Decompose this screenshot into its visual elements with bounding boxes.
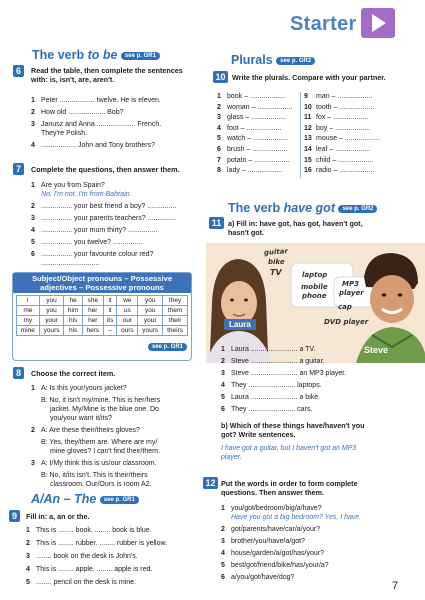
pronoun-title-line: Subject/Object pronouns – Possessive — [31, 274, 173, 283]
item-text: A: I/My think this is us/our classroom. — [41, 460, 157, 467]
exercise-number: 12 — [203, 477, 218, 489]
exercise-lines — [31, 181, 177, 268]
item-text: boy – .................. — [316, 124, 371, 132]
table-cell: her — [82, 316, 103, 326]
item-number: 4 — [31, 142, 35, 149]
item-number: 2 — [221, 358, 225, 365]
grammar-ref-badge[interactable]: see p. GR2 — [276, 57, 315, 65]
item-text: This is ........ book. ........ book is blue. — [36, 527, 152, 534]
table-cell: you — [39, 296, 64, 306]
table-cell: – — [103, 326, 117, 336]
item-number: 14 — [304, 145, 312, 153]
item-text: mouse – .................. — [316, 135, 380, 143]
item-text: B: Yes, they/them are. Where are my/ — [41, 439, 158, 446]
item-text: watch – .................. — [227, 135, 289, 143]
example-answer — [221, 444, 356, 462]
item-number: 6 — [217, 145, 221, 153]
page-number: 7 — [392, 580, 399, 592]
table-cell: her — [82, 306, 103, 316]
exercise-instruction: Write the plurals. Compare with your partner. — [232, 73, 386, 82]
item-number: 1 — [26, 527, 30, 534]
item-number: 9 — [304, 93, 308, 100]
word-guitar: guitar — [263, 247, 289, 257]
table-cell: you — [39, 306, 64, 316]
item-text: This is ........ rubber. ........ rubber is yellow. — [36, 540, 168, 547]
pronoun-title-line: adjectives – Possessive pronouns — [40, 283, 164, 292]
item-number: 4 — [221, 382, 225, 389]
item-number: 3 — [31, 460, 35, 467]
grammar-ref-badge[interactable]: see p. GR1 — [100, 496, 139, 504]
item-number: 2 — [31, 427, 35, 434]
example-answer: No, I'm not. I'm from Bahrain. — [41, 191, 132, 198]
table-cell: it — [103, 306, 117, 316]
item-text: A: Is this your/yours jacket? — [41, 385, 127, 392]
item-text: This is ........ apple. ........ apple is red. — [36, 566, 153, 573]
item-number: 2 — [31, 203, 35, 210]
item-number: 4 — [31, 227, 35, 234]
word-cap: cap — [338, 303, 352, 311]
table-cell: your — [39, 316, 64, 326]
exercise-instruction: Fill in: a, an or the. — [26, 512, 90, 521]
table-cell: you — [138, 306, 163, 316]
item-text: Steve ........................ a guitar. — [231, 358, 325, 365]
table-row — [17, 326, 188, 336]
section-title-plurals — [231, 53, 315, 67]
exercise-lines — [221, 345, 346, 414]
item-text: man – .................. — [316, 93, 373, 100]
item-text: B: No, it isn't my/mine. This is her/hers — [41, 397, 161, 404]
exercise-number: 11 — [209, 217, 224, 229]
pronoun-table — [16, 295, 188, 336]
table-row — [17, 306, 188, 316]
instr-line: Read the table, then complete the sentences — [31, 66, 183, 75]
item-text: A: Are these their/theirs gloves? — [41, 427, 140, 434]
item-number: 6 — [221, 574, 225, 581]
item-text: ................ your parents teachers? ............... — [41, 215, 177, 222]
grammar-ref-badge[interactable]: see p. GR2 — [338, 205, 377, 213]
item-number: 3 — [31, 215, 35, 222]
item-number: 1 — [31, 97, 35, 104]
title-text: A/An – The — [31, 492, 97, 506]
item-text: tooth – .................. — [316, 103, 375, 111]
word-mp3: MP3 — [342, 280, 359, 288]
item-text: ................ your best friend a boy? ............... — [41, 203, 177, 210]
item-number: 5 — [221, 394, 225, 401]
exercise-number: 8 — [13, 367, 24, 379]
section-title-a-an-the — [31, 492, 139, 506]
exercise-instruction — [221, 479, 358, 497]
item-text: book – .................. — [227, 93, 285, 100]
section-title-have-got — [228, 201, 377, 215]
item-number: 5 — [31, 239, 35, 246]
table-cell: they — [163, 296, 188, 306]
item-text: brother/you/have/a/got? — [231, 538, 305, 545]
plurals-left-column — [217, 92, 292, 177]
page-title: Starter — [290, 13, 357, 35]
item-text: leaf – .................. — [316, 145, 371, 153]
item-text: Steve ........................ an MP3 player. — [231, 370, 347, 377]
item-text: ................ your mum thirty? ............... — [41, 227, 158, 234]
item-number: 6 — [221, 406, 225, 413]
item-text: fox – .................. — [316, 114, 369, 122]
title-italic: to be — [87, 48, 118, 62]
word-mobile: mobile — [301, 283, 328, 291]
item-text: ................ your favourite colour red? — [41, 251, 154, 258]
item-text: B: No, it/its isn't. This is their/theirs — [41, 472, 148, 479]
title-text: The verb — [32, 48, 88, 62]
item-number: 2 — [217, 103, 221, 111]
play-icon — [361, 8, 395, 38]
exercise-lines — [31, 96, 161, 150]
item-number: 11 — [304, 114, 312, 122]
exercise-number: 6 — [13, 65, 24, 77]
word-bike: bike — [268, 258, 285, 266]
item-text: mine gloves? I can't find their/them. — [50, 448, 160, 455]
exercise-instruction — [228, 219, 363, 237]
item-number: 1 — [31, 182, 35, 189]
item-text: glass – .................. — [227, 114, 287, 122]
exercise-instruction — [31, 66, 183, 84]
item-number: 1 — [31, 385, 35, 392]
word-player: player — [339, 289, 364, 297]
item-number: 2 — [26, 540, 30, 547]
item-number: 6 — [31, 251, 35, 258]
name-tag-laura: Laura — [224, 319, 256, 330]
table-cell: mine — [17, 326, 40, 336]
table-cell: hers — [82, 326, 103, 336]
item-text: Peter .................. twelve. He is eleven. — [41, 97, 161, 104]
plurals-right-column — [304, 92, 380, 177]
table-cell: theirs — [163, 326, 188, 336]
item-number: 3 — [221, 538, 225, 545]
item-number: 4 — [217, 124, 221, 132]
item-number: 1 — [221, 505, 225, 512]
table-cell: ours — [117, 326, 138, 336]
table-cell: he — [64, 296, 82, 306]
item-number: 5 — [217, 135, 221, 143]
table-cell: yours — [39, 326, 64, 336]
table-row — [17, 316, 188, 326]
item-number: 1 — [217, 93, 221, 100]
exercise-lines — [26, 526, 167, 587]
item-number: 3 — [26, 553, 30, 560]
word-phone: phone — [302, 292, 327, 300]
title-text: The verb — [228, 201, 284, 215]
item-text: lady – .................. — [227, 167, 283, 175]
example-line: I have got a guitar, but I haven't got an MP3 — [221, 445, 357, 452]
item-number: 7 — [217, 156, 221, 164]
item-text: ........ pencil on the desk is mine. — [36, 579, 136, 586]
table-cell: we — [117, 296, 138, 306]
item-text: jacket. My/Mine is the blue one. Do — [50, 406, 159, 413]
item-text: best/got/friend/bike/has/your/a? — [231, 562, 329, 569]
item-text: They're Polish. — [41, 130, 88, 137]
table-cell: our — [117, 316, 138, 326]
exercise-instruction: Choose the correct item. — [31, 369, 116, 378]
instr-line: hasn't got. — [228, 228, 265, 237]
item-number: 1 — [221, 346, 225, 353]
item-text: They ........................ cars. — [231, 406, 313, 413]
item-number: 12 — [304, 124, 312, 132]
item-number: 4 — [221, 550, 225, 557]
item-number: 2 — [221, 526, 225, 533]
instr-line: got? Write sentences. — [221, 430, 296, 439]
item-number: 5 — [221, 562, 225, 569]
grammar-ref-badge[interactable]: see p. GR1 — [121, 52, 160, 60]
grammar-ref-badge[interactable]: see p. GR1 — [148, 343, 187, 351]
item-number: 3 — [217, 114, 221, 122]
column-divider — [300, 92, 301, 178]
table-cell: us — [117, 306, 138, 316]
instr-line: questions. Then answer them. — [221, 488, 325, 497]
item-text: child – .................. — [316, 156, 374, 164]
example-answer: Have you got a big bedroom? Yes, I have. — [231, 514, 362, 521]
table-cell: their — [163, 316, 188, 326]
item-text: woman – .................. — [227, 103, 293, 111]
table-cell: him — [64, 306, 82, 316]
item-number: 3 — [31, 121, 35, 128]
item-text: Laura ........................ a bike. — [231, 394, 321, 401]
instr-line: with: is, isn't, are, aren't. — [31, 75, 115, 84]
table-cell: its — [103, 316, 117, 326]
exercise-number: 10 — [213, 71, 228, 83]
item-text: Janusz and Anna .................... French. — [41, 121, 162, 128]
table-cell: it — [103, 296, 117, 306]
item-number: 16 — [304, 167, 312, 175]
table-cell: me — [17, 306, 40, 316]
exercise-number: 7 — [13, 163, 24, 175]
instr-line: a) Fill in: have got, has got, haven't got, — [228, 219, 363, 228]
table-cell: your — [138, 316, 163, 326]
item-text: a/you/got/have/dog? — [231, 574, 295, 581]
item-number: 10 — [304, 103, 312, 111]
item-text: ................ you twelve? ............... — [41, 239, 143, 246]
item-number: 8 — [217, 167, 221, 175]
instr-line: b) Which of these things have/haven't you — [221, 421, 365, 430]
title-text: Plurals — [231, 53, 273, 67]
item-text: foot – .................. — [227, 124, 282, 132]
item-text: .................. John and Tony brothers? — [41, 142, 155, 149]
example-line: player. — [221, 454, 242, 461]
pronoun-box-header — [13, 273, 191, 293]
exercise-instruction: Complete the questions, then answer them. — [31, 165, 180, 174]
item-number: 5 — [26, 579, 30, 586]
item-text: radio – .................. — [316, 167, 375, 175]
item-text: potato – .................. — [227, 156, 290, 164]
item-number: 13 — [304, 135, 312, 143]
table-cell: his — [64, 326, 82, 336]
item-text: How old ................... Bob? — [41, 109, 124, 116]
instr-line: Put the words in order to form complete — [221, 479, 358, 488]
table-cell: you — [138, 296, 163, 306]
exercise-lines — [31, 384, 160, 489]
exercise-instruction-b — [221, 421, 364, 439]
table-cell: she — [82, 296, 103, 306]
item-number: 3 — [221, 370, 225, 377]
item-text: house/garden/a/got/has/your? — [231, 550, 325, 557]
item-text: .............................. — [41, 260, 100, 267]
title-italic: have got — [283, 201, 335, 215]
pronoun-box — [12, 272, 192, 361]
table-cell: I — [17, 296, 40, 306]
item-text: ........ book on the desk is John's. — [36, 553, 138, 560]
item-text: got/parents/have/car/a/your? — [231, 526, 321, 533]
word-tv: TV — [270, 268, 282, 277]
word-dvd-player: DVD player — [324, 318, 369, 326]
table-cell: yours — [138, 326, 163, 336]
exercise-number: 9 — [9, 510, 20, 522]
item-text: brush – .................. — [227, 145, 288, 153]
table-cell: his — [64, 316, 82, 326]
section-title-verb-to-be — [32, 48, 160, 62]
item-text: They ........................ laptops. — [231, 382, 322, 389]
item-number: 2 — [31, 109, 35, 116]
table-row — [17, 296, 188, 306]
item-text: you/your want it/its? — [50, 415, 112, 422]
name-tag-steve: Steve — [364, 345, 389, 355]
item-text: Are you from Spain? — [41, 182, 105, 189]
word-laptop: laptop — [302, 271, 328, 279]
exercise-lines — [221, 504, 361, 582]
table-cell: them — [163, 306, 188, 316]
table-cell: my — [17, 316, 40, 326]
item-text: Laura ........................ a TV. — [231, 346, 316, 353]
item-number: 4 — [26, 566, 30, 573]
item-text: you/got/bedroom/big/a/have? — [231, 505, 322, 512]
item-number: 15 — [304, 156, 312, 164]
item-text: classroom. Our/Ours is room A2. — [50, 481, 152, 488]
